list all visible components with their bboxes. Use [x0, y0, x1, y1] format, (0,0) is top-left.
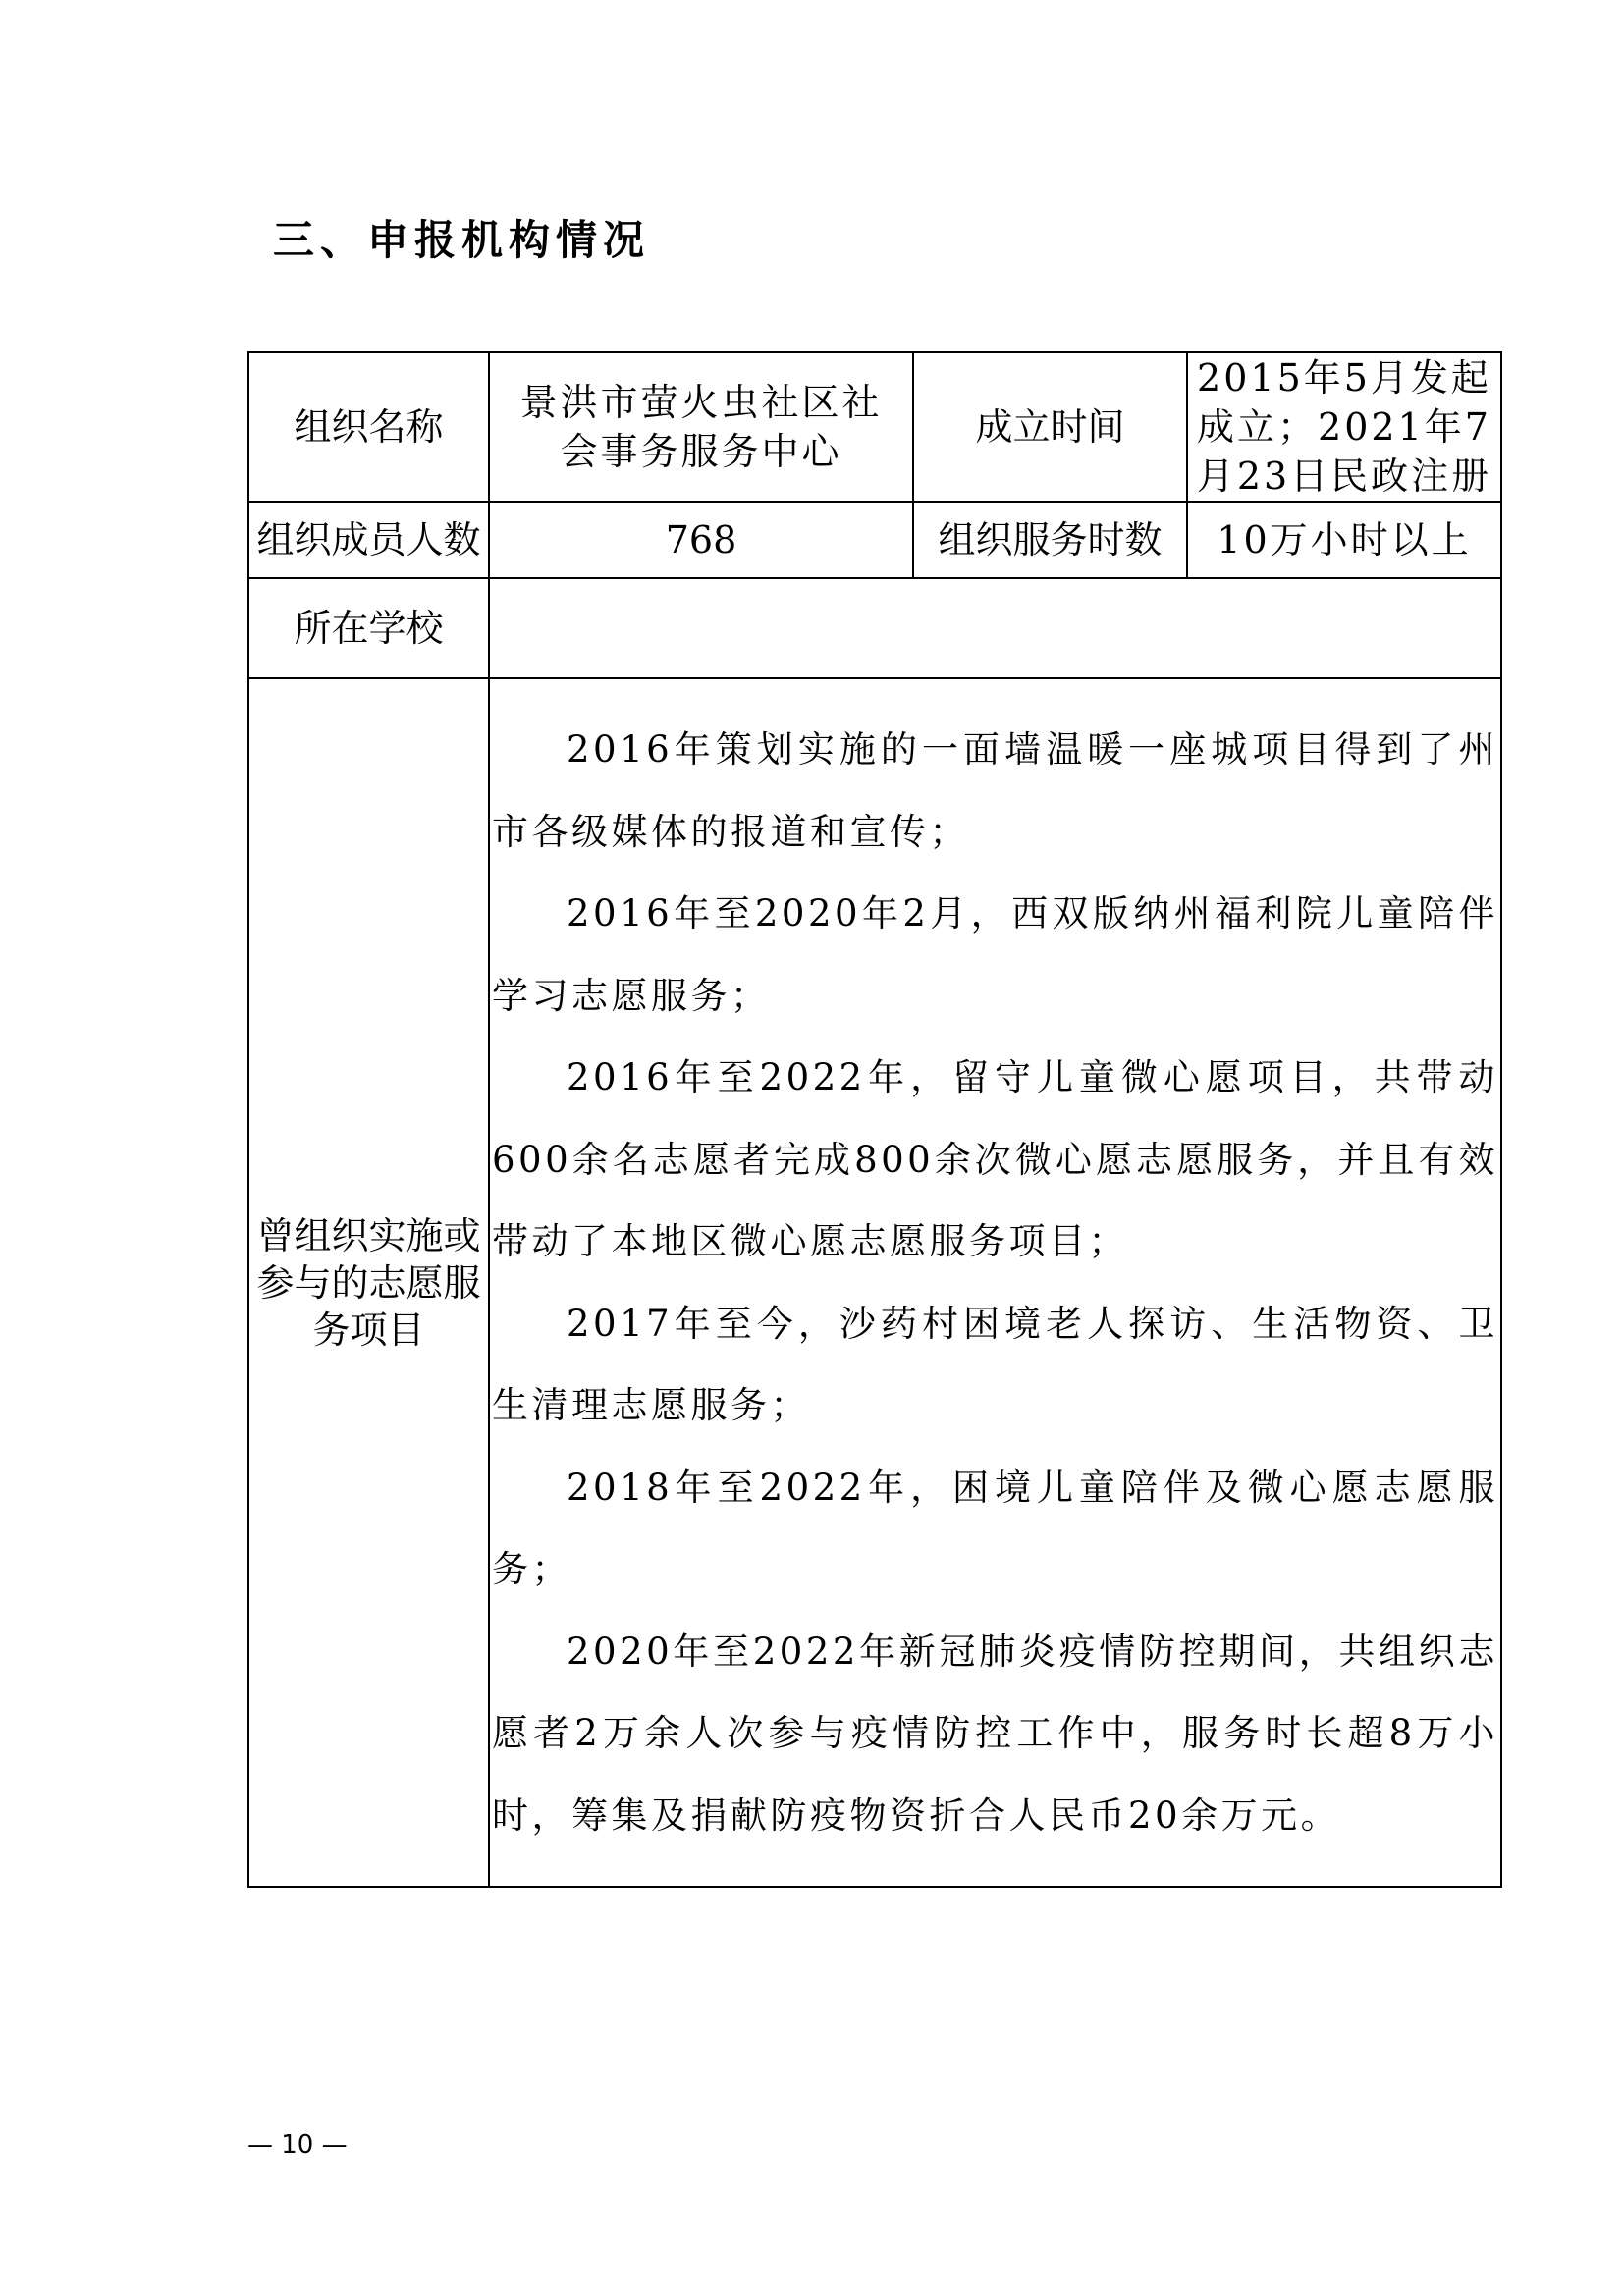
list-item: 2016年至2020年2月，西双版纳州福利院儿童陪伴学习志愿服务；	[492, 892, 1498, 1017]
list-item: 2017年至今，沙药村困境老人探访、生活物资、卫生清理志愿服务；	[492, 1302, 1498, 1426]
members-label: 组织成员人数	[248, 502, 489, 578]
projects-label-text: 曾组织实施或参与的志愿服务项目	[256, 1213, 481, 1352]
org-name-text: 景洪市萤火虫社区社会事务服务中心	[519, 381, 883, 473]
organization-info-table	[247, 351, 1502, 1888]
list-item: 2018年至2022年，困境儿童陪伴及微心愿志愿服务；	[492, 1466, 1498, 1590]
table-row	[248, 352, 1501, 502]
table-row	[248, 502, 1501, 578]
org-name-label: 组织名称	[248, 352, 489, 502]
list-item: 2016年策划实施的一面墙温暖一座城项目得到了州市各级媒体的报道和宣传；	[492, 728, 1498, 853]
list-item: 2020年至2022年新冠肺炎疫情防控期间，共组织志愿者2万余人次参与疫情防控工作中，服务时长超8万小时，筹集及捐献防疫物资折合人民币20余万元。	[492, 1629, 1498, 1837]
page-number: — 10 —	[247, 2130, 348, 2160]
service-hours-label: 组织服务时数	[913, 502, 1187, 578]
founded-value	[1187, 352, 1501, 502]
list-item: 2016年至2022年，留守儿童微心愿项目，共带动600余名志愿者完成800余次微心愿志愿服务，并且有效带动了本地区微心愿志愿服务项目；	[492, 1056, 1498, 1262]
projects-label	[248, 678, 489, 1887]
service-hours-value: 10万小时以上	[1187, 502, 1501, 578]
table-row	[248, 578, 1501, 678]
school-label: 所在学校	[248, 578, 489, 678]
members-value: 768	[489, 502, 913, 578]
table-row	[248, 678, 1501, 1887]
section-title: 三、申报机构情况	[273, 216, 651, 264]
org-name-value	[489, 352, 913, 502]
projects-list	[489, 678, 1501, 1887]
founded-text: 2015年5月发起成立；2021年7月23日民政注册	[1196, 356, 1492, 498]
school-value	[489, 578, 1501, 678]
founded-label: 成立时间	[913, 352, 1187, 502]
